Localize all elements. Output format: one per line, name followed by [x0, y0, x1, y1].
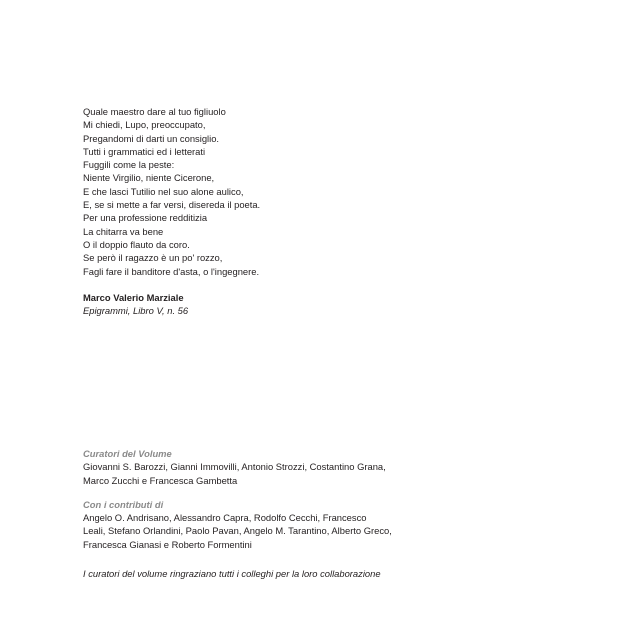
poem-line: Mi chiedi, Lupo, preoccupato,	[83, 119, 206, 131]
credits-block	[83, 447, 423, 551]
poem-attribution	[83, 291, 188, 318]
poem-line: E, se si mette a far versi, disereda il poeta.	[83, 199, 261, 211]
curators-line: Giovanni S. Barozzi, Gianni Immovilli, Antonio Strozzi, Costantino Grana,	[83, 461, 386, 473]
poem	[83, 105, 503, 278]
contributors-line: Angelo O. Andrisano, Alessandro Capra, Rodolfo Cecchi, Francesco	[83, 512, 367, 524]
poem-line: O il doppio flauto da coro.	[83, 238, 190, 250]
source-reference: Epigrammi, Libro V, n. 56	[83, 305, 189, 317]
poem-line: Tutti i grammatici ed i letterati	[83, 145, 206, 157]
curators-heading: Curatori del Volume	[83, 448, 172, 459]
section-spacer	[83, 487, 423, 498]
poem-line: Se però il ragazzo è un po' rozzo,	[83, 252, 223, 264]
acknowledgement-note: I curatori del volume ringraziano tutti i colleghi per la loro collaborazione	[83, 568, 381, 579]
poem-line: Niente Virgilio, niente Cicerone,	[83, 172, 215, 184]
author-name: Marco Valerio Marziale	[83, 292, 184, 303]
poem-line: E che lasci Tutilio nel suo alone aulico,	[83, 185, 244, 197]
poem-line: Quale maestro dare al tuo figliuolo	[83, 106, 226, 117]
contributors-heading: Con i contributi di	[83, 498, 164, 510]
contributors-line: Leali, Stefano Orlandini, Paolo Pavan, Angelo M. Tarantino, Alberto Greco,	[83, 525, 392, 537]
contributors-line: Francesca Gianasi e Roberto Formentini	[83, 538, 252, 550]
poem-line: Fagli fare il banditore d'asta, o l'ingegnere.	[83, 265, 260, 277]
poem-line: Fuggili come la peste:	[83, 159, 175, 171]
poem-line: La chitarra va bene	[83, 225, 164, 237]
curators-line: Marco Zucchi e Francesca Gambetta	[83, 474, 238, 486]
poem-line: Per una professione redditizia	[83, 212, 208, 224]
poem-line: Pregandomi di darti un consiglio.	[83, 132, 220, 144]
